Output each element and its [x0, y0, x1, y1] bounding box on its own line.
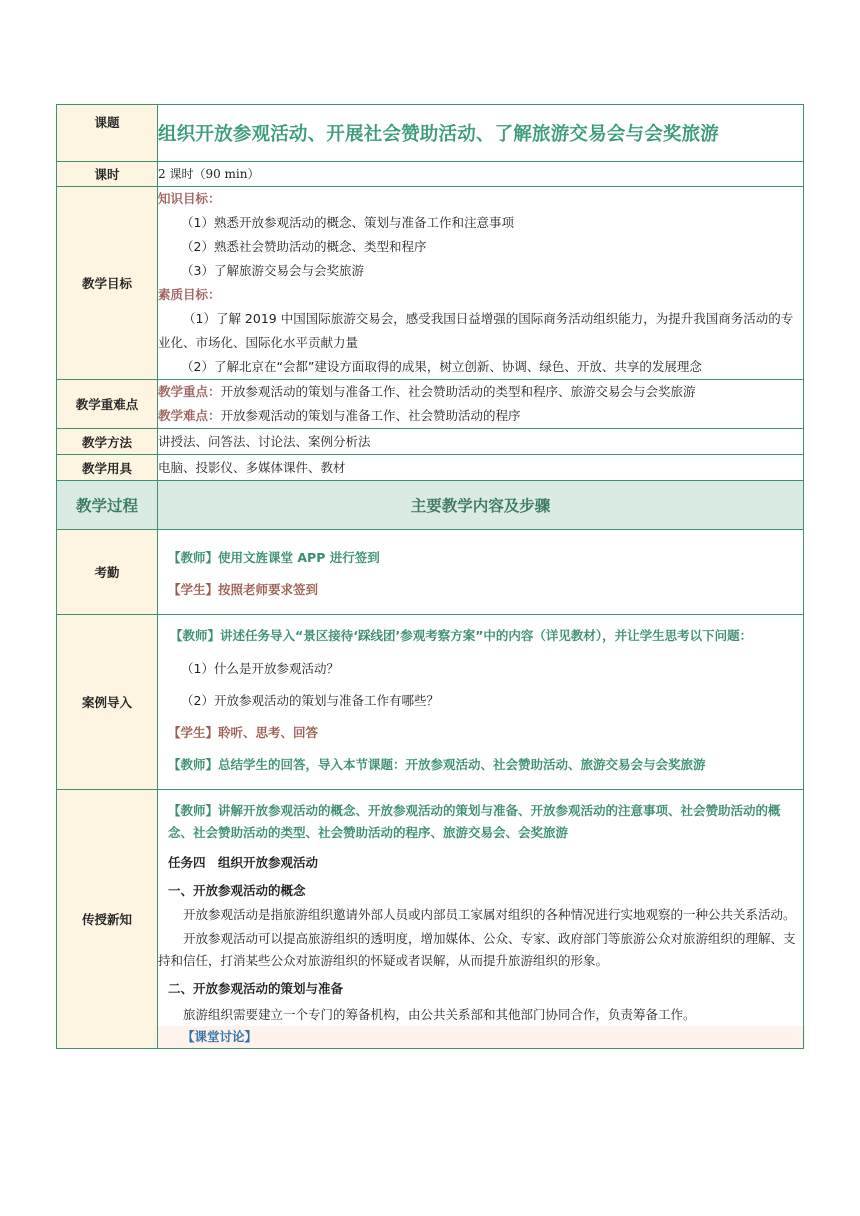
difficulty-text: 开放参观活动的策划与准备工作、社会赞助活动的程序: [220, 408, 521, 423]
case-question-1: （1）什么是开放参观活动？: [181, 661, 339, 676]
attendance-label: 考勤: [57, 530, 158, 615]
method-row: [57, 429, 804, 455]
case-label: 案例导入: [57, 615, 158, 790]
case-row: [57, 615, 804, 790]
method-label: 教学方法: [57, 429, 158, 455]
paragraph-1: 开放参观活动是指旅游组织邀请外部人员或内部员工家属对组织的各种情况进行实地观察的一种公共关系活动。: [183, 907, 796, 922]
key-point-label: 教学重点：: [158, 384, 221, 399]
method-value: 讲授法、问答法、讨论法、案例分析法: [158, 429, 804, 455]
paragraph-3: 旅游组织需要建立一个专门的筹备机构，由公共关系部和其他部门协同合作，负责筹备工作。: [183, 1007, 696, 1022]
knowledge-title: 知识目标：: [158, 191, 221, 206]
case-teacher-2: 【教师】总结学生的回答，导入本节课题：开放参观活动、社会赞助活动、旅游交易会与会奖旅游: [168, 757, 706, 772]
tools-label: 教学用具: [57, 455, 158, 481]
attendance-student: 【学生】按照老师要求签到: [168, 582, 319, 597]
lesson-plan-table: [56, 104, 804, 1049]
knowledge-item: （2）熟悉社会赞助活动的概念、类型和程序: [181, 239, 427, 254]
teach-label: 传授新知: [57, 790, 158, 1049]
process-label: 教学过程: [57, 481, 158, 530]
quality-title: 素质目标：: [158, 287, 221, 302]
key-label: 教学重难点: [57, 380, 158, 429]
process-main-heading: 主要教学内容及步骤: [158, 481, 804, 530]
section-heading-2: 二、开放参观活动的策划与准备: [168, 981, 344, 996]
attendance-row: [57, 530, 804, 615]
quality-item: （1）了解 2019 中国国际旅游交易会，感受我国日益增强的国际商务活动组织能力，为提升我国商务活动的专业化、市场化、国际化水平贡献力量: [158, 311, 794, 350]
tools-row: [57, 455, 804, 481]
case-teacher-1: 【教师】讲述任务导入“景区接待‘踩线团’参观考察方案”中的内容（详见教材），并让学生思考以下问题：: [170, 628, 753, 643]
case-student: 【学生】聆听、思考、回答: [168, 725, 319, 740]
goals-row: [57, 187, 804, 380]
difficulty-label: 教学难点：: [158, 408, 221, 423]
attendance-teacher: 【教师】使用文旌课堂 APP 进行签到: [168, 550, 380, 565]
section-heading-1: 一、开放参观活动的概念: [168, 883, 306, 898]
paragraph-2: 开放参观活动可以提高旅游组织的透明度，增加媒体、公众、专家、政府部门等旅游公众对旅游组织的理解、支持和信任，打消某些公众对旅游组织的怀疑或者误解，从而提升旅游组织的形象。: [158, 931, 796, 968]
process-header-row: [57, 481, 804, 530]
knowledge-item: （3）了解旅游交易会与会奖旅游: [181, 263, 364, 278]
hours-row: [57, 162, 804, 187]
topic-label: 课题: [57, 105, 158, 162]
hours-label: 课时: [57, 162, 158, 187]
key-point-text: 开放参观活动的策划与准备工作、社会赞助活动的类型和程序、旅游交易会与会奖旅游: [220, 384, 696, 399]
key-row: [57, 380, 804, 429]
tools-value: 电脑、投影仪、多媒体课件、教材: [158, 455, 804, 481]
quality-item: （2）了解北京在“会都”建设方面取得的成果，树立创新、协调、绿色、开放、共享的发展理念: [181, 359, 702, 374]
goals-label: 教学目标: [57, 187, 158, 380]
topic-row: [57, 105, 804, 162]
topic-title: 组织开放参观活动、开展社会赞助活动、了解旅游交易会与会奖旅游: [158, 105, 804, 162]
teach-teacher: 【教师】讲解开放参观活动的概念、开放参观活动的策划与准备、开放参观活动的注意事项、社会赞助活动的概念、社会赞助活动的类型、社会赞助活动的程序、旅游交易会、会奖旅游: [168, 803, 781, 840]
teach-row: [57, 790, 804, 1049]
knowledge-item: （1）熟悉开放参观活动的概念、策划与准备工作和注意事项: [181, 215, 514, 230]
case-question-2: （2）开放参观活动的策划与准备工作有哪些？: [181, 693, 439, 708]
class-discussion-tag: 【课堂讨论】: [156, 1026, 805, 1048]
task-heading: 任务四 组织开放参观活动: [168, 855, 319, 870]
hours-value: 2 课时（90 min）: [158, 167, 260, 181]
